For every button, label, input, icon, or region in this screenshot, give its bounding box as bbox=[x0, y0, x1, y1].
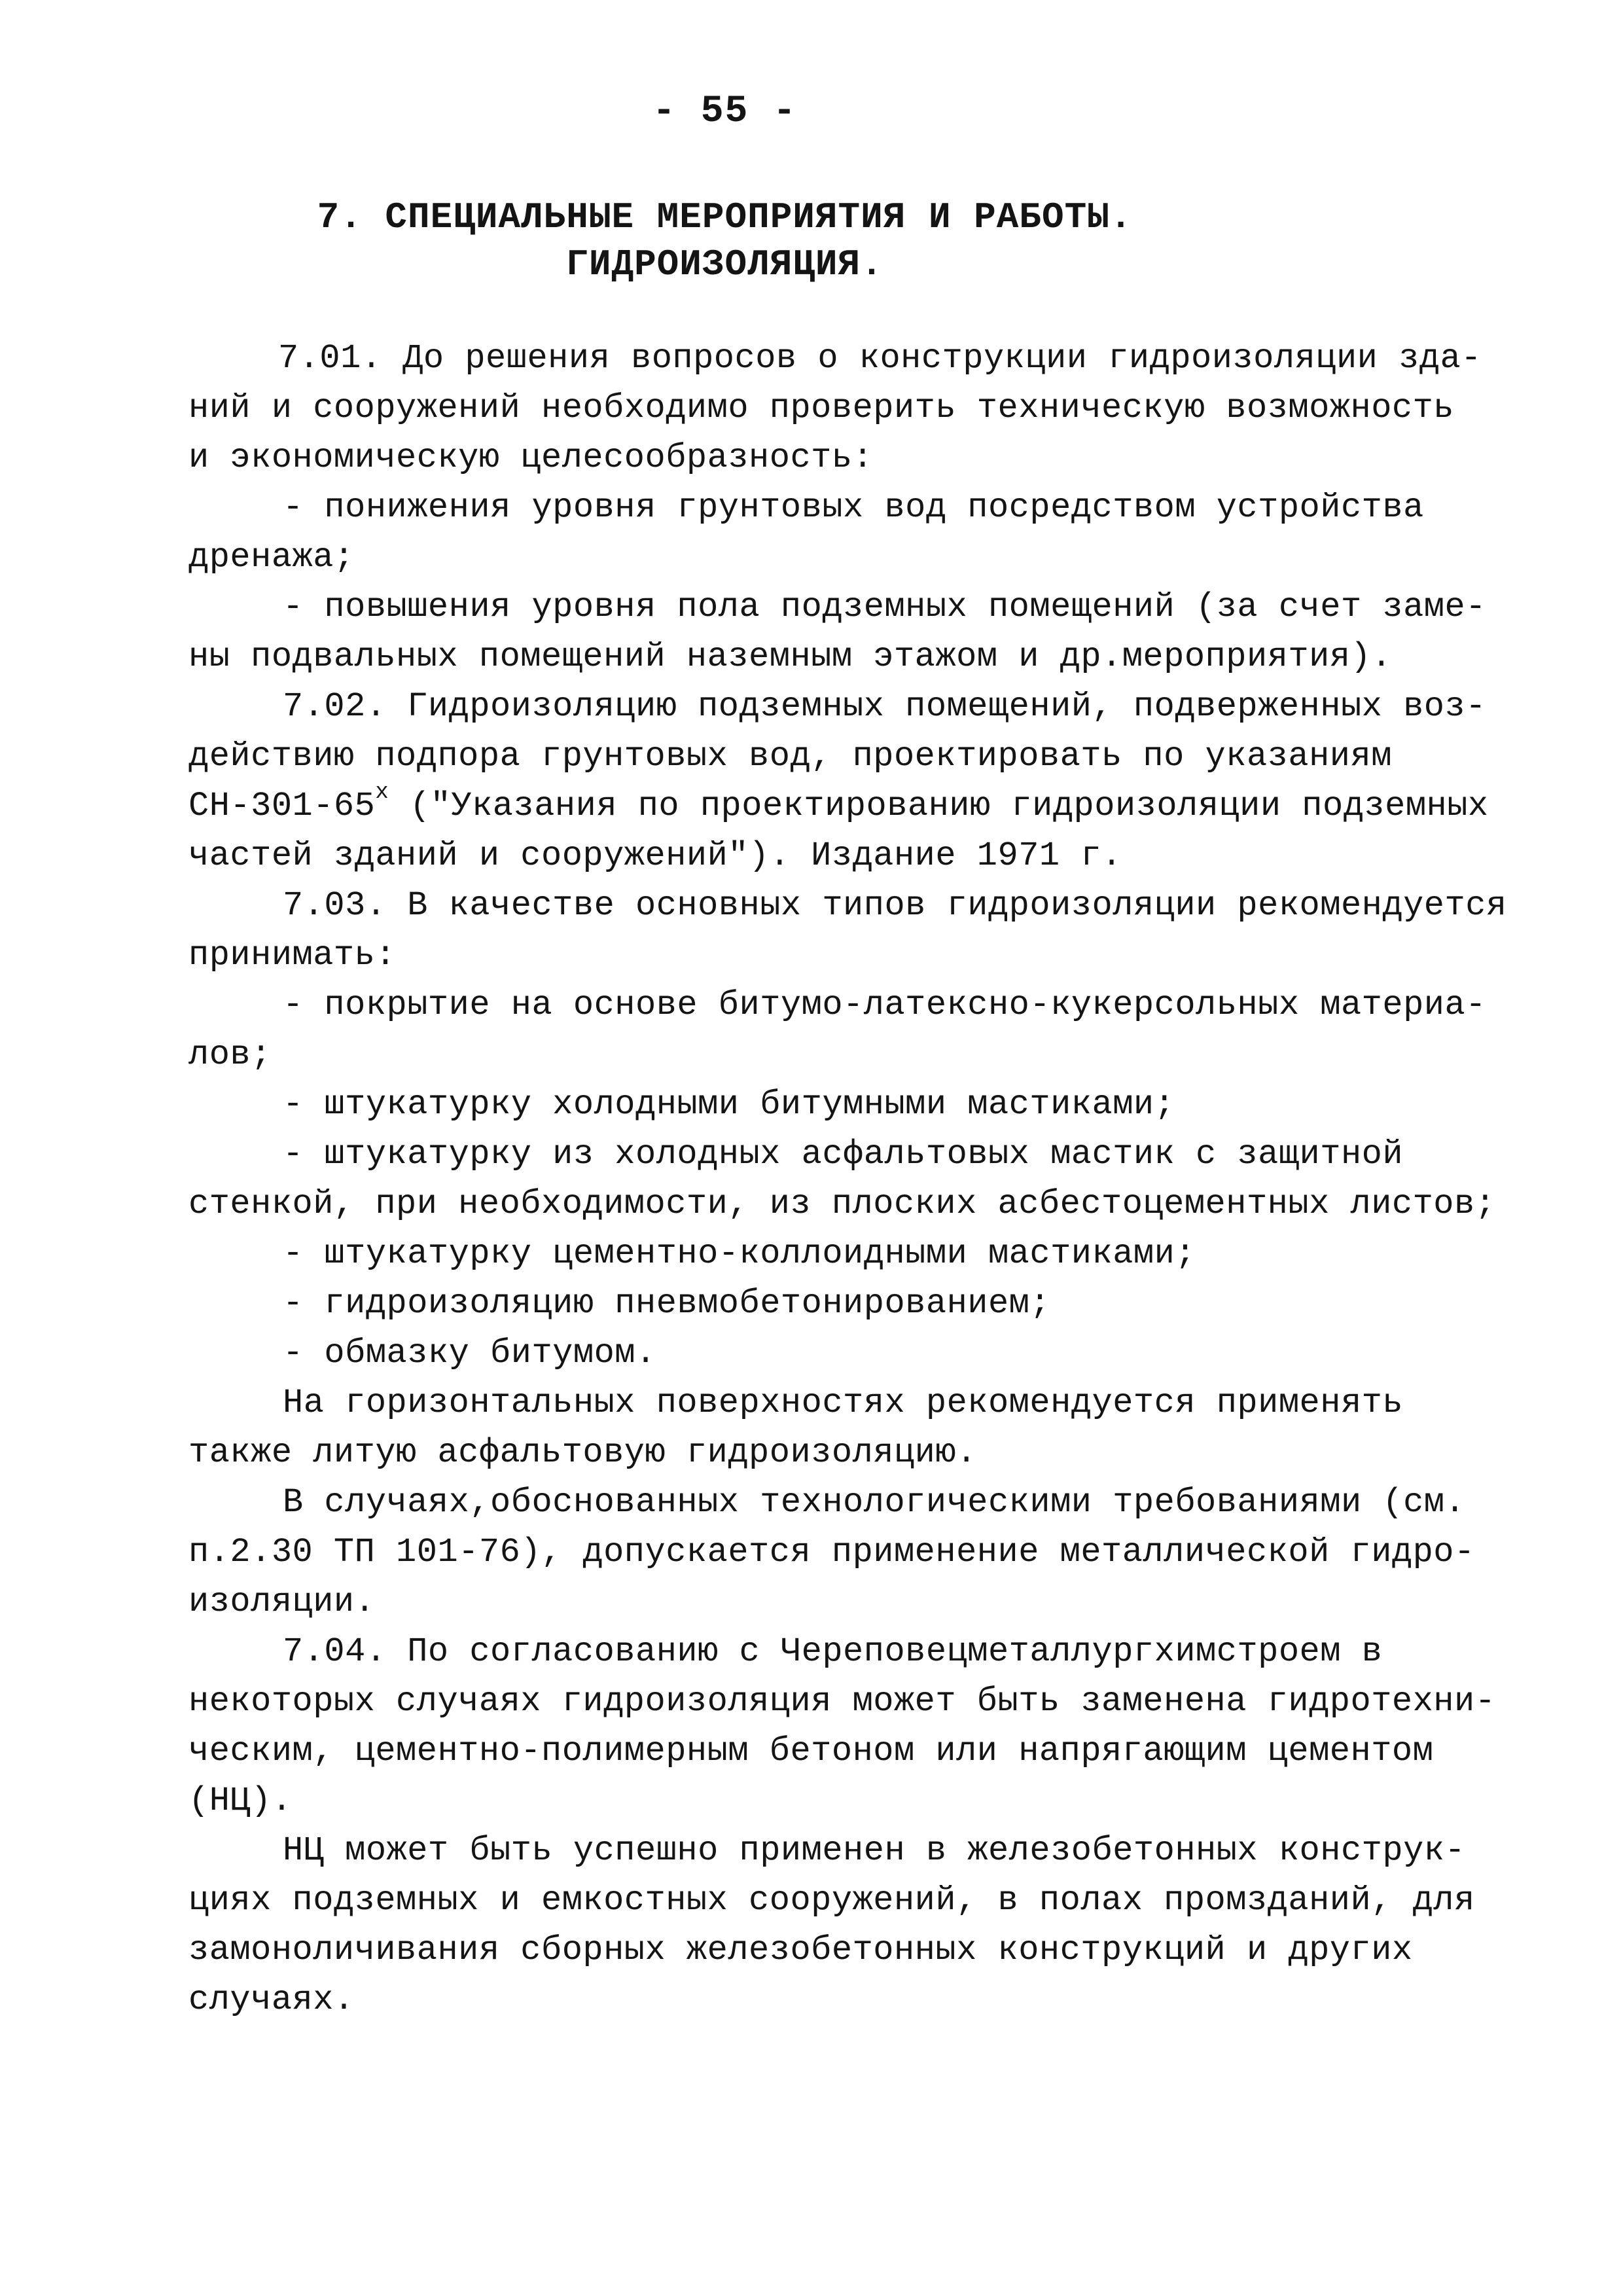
text-line: 7.02. Гидроизоляцию подземных помещений, подверженных воз- bbox=[283, 687, 1486, 726]
text-line: принимать: bbox=[188, 936, 397, 975]
text-line: частей зданий и сооружений"). Издание 1971 г. bbox=[188, 836, 1122, 875]
text-line: некоторых случаях гидроизоляция может быть заменена гидротехни- bbox=[188, 1682, 1496, 1721]
text-line: (НЦ). bbox=[188, 1782, 293, 1820]
text-line: - покрытие на основе битумо-латексно-кукерсольных материа- bbox=[283, 986, 1486, 1024]
text-line: лов; bbox=[188, 1035, 272, 1074]
text-line: На горизонтальных поверхностях рекомендуется применять bbox=[283, 1384, 1404, 1422]
text-line: также литую асфальтовую гидроизоляцию. bbox=[188, 1433, 977, 1472]
text-line: п.2.30 ТП 101-76), допускается применение металлической гидро- bbox=[188, 1533, 1475, 1571]
section-subtitle: ГИДРОИЗОЛЯЦИЯ. bbox=[566, 243, 883, 285]
text-line: замоноличивания сборных железобетонных конструкций и других bbox=[188, 1931, 1413, 1969]
text-line: 7.03. В качестве основных типов гидроизоляции рекомендуется bbox=[283, 886, 1507, 925]
text-line: 7.01. До решения вопросов о конструкции гидроизоляции зда- bbox=[278, 339, 1482, 378]
text-line-continuation: ("Указания по проектированию гидроизоляции подземных bbox=[389, 787, 1489, 825]
text-line: 7.04. По согласованию с Череповецметаллургхимстроем в bbox=[283, 1632, 1383, 1671]
text-line: циях подземных и емкостных сооружений, в полах промзданий, для bbox=[188, 1881, 1475, 1920]
text-line: - штукатурку холодными битумными мастиками; bbox=[283, 1085, 1175, 1124]
text-line: ны подвальных помещений наземным этажом и др.мероприятия). bbox=[188, 637, 1392, 676]
text-line: НЦ может быть успешно применен в железобетонных конструк- bbox=[283, 1831, 1466, 1870]
text-line: ческим, цементно-полимерным бетоном или напрягающим цементом bbox=[188, 1732, 1434, 1770]
text-line: - штукатурку цементно-коллоидными мастиками; bbox=[283, 1234, 1196, 1273]
text-line: стенкой, при необходимости, из плоских асбестоцементных листов; bbox=[188, 1185, 1496, 1223]
text-line bbox=[188, 780, 1489, 825]
text-line: - штукатурку из холодных асфальтовых мастик с защитной bbox=[283, 1135, 1404, 1174]
section-title: 7. СПЕЦИАЛЬНЫЕ МЕРОПРИЯТИЯ И РАБОТЫ. bbox=[317, 196, 1133, 238]
text-line: - обмазку битумом. bbox=[283, 1334, 656, 1372]
footnote-mark: x bbox=[375, 780, 389, 805]
text-line: В случаях,обоснованных технологическими требованиями (см. bbox=[283, 1483, 1466, 1522]
text-line: - гидроизоляцию пневмобетонированием; bbox=[283, 1284, 1051, 1323]
text-line: - понижения уровня грунтовых вод посредством устройства bbox=[283, 488, 1424, 527]
text-line: изоляции. bbox=[188, 1583, 376, 1621]
page-number: - 55 - bbox=[652, 90, 797, 133]
text-line: случаях. bbox=[188, 1981, 355, 2019]
standard-code: СН-301-65 bbox=[188, 787, 376, 825]
text-line: ний и сооружений необходимо проверить техническую возможность bbox=[188, 389, 1455, 427]
text-line: - повышения уровня пола подземных помещений (за счет заме- bbox=[283, 588, 1486, 626]
text-line: дренажа; bbox=[188, 538, 355, 577]
text-line: действию подпора грунтовых вод, проектировать по указаниям bbox=[188, 737, 1392, 776]
text-line: и экономическую целесообразность: bbox=[188, 439, 874, 477]
